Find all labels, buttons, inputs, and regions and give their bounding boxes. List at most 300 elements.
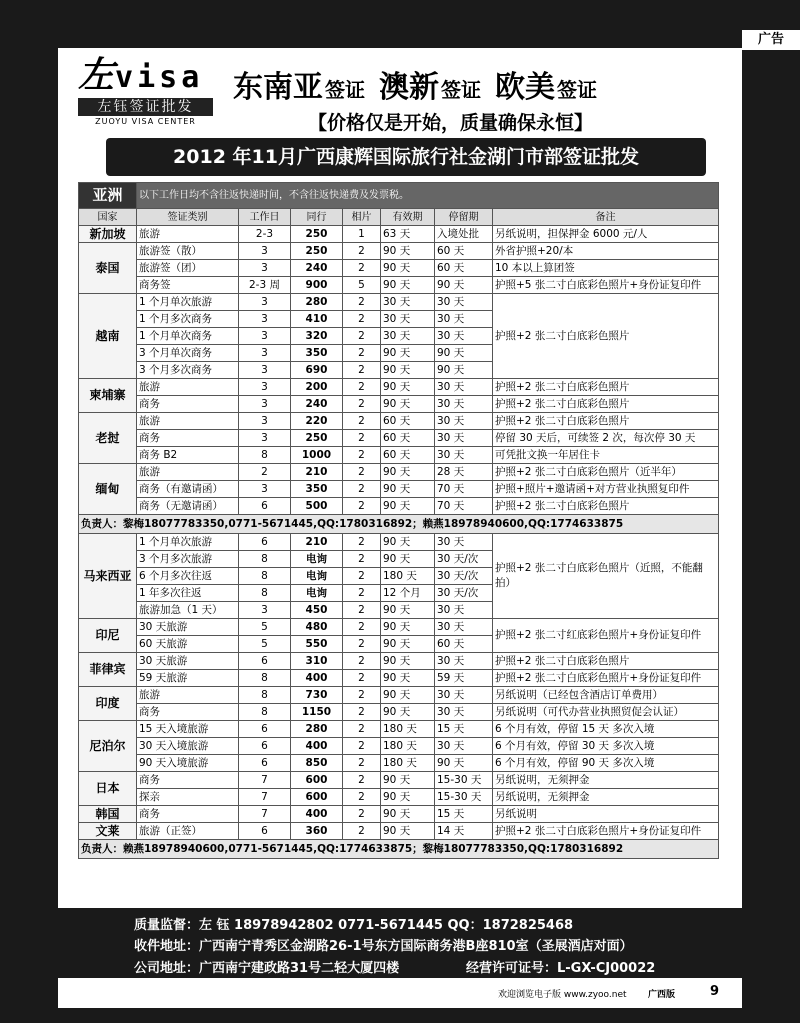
logo-cn-name: 左钰签证批发 [78,98,213,116]
table-row [79,534,719,551]
contact-row [79,515,719,534]
contact-person: 负责人：黎梅18077783350,0771-5671445,QQ:1780316892；赖燕18978940600,QQ:1774633875 [79,515,719,534]
price: 240 [291,260,343,277]
validity: 90 天 [381,379,435,396]
work-days: 3 [239,481,291,498]
table-row [79,498,719,515]
table-row [79,396,719,413]
table-row [79,464,719,481]
country-name: 越南 [79,294,137,379]
price: 电询 [291,568,343,585]
price: 730 [291,687,343,704]
visa-type: 商务（无邀请函） [137,498,239,515]
company-logo [78,55,213,128]
table-header [79,209,719,226]
region-note: 以下工作日均不含往返快递时间，不含往返快递费及发票税。 [137,183,719,209]
validity: 60 天 [381,430,435,447]
stay-period: 30 天 [435,328,493,345]
price: 400 [291,806,343,823]
price: 410 [291,311,343,328]
visa-type: 3 个月多次旅游 [137,551,239,568]
validity: 90 天 [381,772,435,789]
photo-count: 2 [343,396,381,413]
work-days: 3 [239,430,291,447]
photo-count: 2 [343,755,381,772]
receive-address: 收件地址：广西南宁青秀区金湖路26-1号东方国际商务港B座810室（圣展酒店对面） [134,939,633,954]
remark: 护照+2 张二寸白底彩色照片（近照，不能翻拍） [493,534,719,619]
price: 850 [291,755,343,772]
visa-type: 59 天旅游 [137,670,239,687]
remark: 护照+2 张二寸白底彩色照片 [493,379,719,396]
validity: 90 天 [381,653,435,670]
country-name: 印度 [79,687,137,721]
ad-tag: 广告 [742,30,800,50]
stay-period: 30 天/次 [435,568,493,585]
price: 690 [291,362,343,379]
visa-type: 商务 B2 [137,447,239,464]
stay-period: 90 天 [435,277,493,294]
validity: 12 个月 [381,585,435,602]
remark: 另纸说明（已经包含酒店订单费用） [493,687,719,704]
photo-count: 2 [343,687,381,704]
stay-period: 30 天 [435,653,493,670]
work-days: 8 [239,670,291,687]
stay-period: 60 天 [435,260,493,277]
validity: 63 天 [381,226,435,243]
photo-count: 2 [343,311,381,328]
work-days: 3 [239,379,291,396]
remark: 护照+2 张二寸白底彩色照片 [493,294,719,379]
validity: 90 天 [381,636,435,653]
validity: 30 天 [381,294,435,311]
price: 360 [291,823,343,840]
work-days: 6 [239,534,291,551]
table-row [79,687,719,704]
visa-price-table [78,182,719,859]
contact-row [79,840,719,859]
table-row [79,260,719,277]
price: 220 [291,413,343,430]
slogan-suffix-1: 签证 [325,78,365,102]
validity: 90 天 [381,823,435,840]
slogan-region-3: 欧美 [495,70,555,105]
validity: 90 天 [381,534,435,551]
visa-type: 旅游签（散） [137,243,239,260]
stay-period: 59 天 [435,670,493,687]
work-days: 6 [239,823,291,840]
price: 210 [291,464,343,481]
photo-count: 2 [343,636,381,653]
slogan [233,62,611,106]
photo-count: 2 [343,328,381,345]
validity: 90 天 [381,670,435,687]
remark: 护照+2 张二寸白底彩色照片+身份证复印件 [493,670,719,687]
price: 400 [291,738,343,755]
visa-type: 商务签 [137,277,239,294]
stay-period: 90 天 [435,362,493,379]
remark: 护照+2 张二寸白底彩色照片（近半年） [493,464,719,481]
logo-char: 左 [78,55,116,96]
work-days: 8 [239,585,291,602]
work-days: 3 [239,362,291,379]
validity: 180 天 [381,738,435,755]
validity: 180 天 [381,721,435,738]
work-days: 3 [239,413,291,430]
price: 280 [291,294,343,311]
region-name: 亚洲 [79,183,137,209]
visa-type: 旅游 [137,413,239,430]
stay-period: 30 天 [435,534,493,551]
work-days: 8 [239,704,291,721]
work-days: 8 [239,687,291,704]
photo-count: 2 [343,772,381,789]
work-days: 2 [239,464,291,481]
stay-period: 14 天 [435,823,493,840]
price: 350 [291,481,343,498]
photo-count: 2 [343,243,381,260]
remark: 护照+2 张二寸白底彩色照片 [493,498,719,515]
stay-period: 15-30 天 [435,772,493,789]
stay-period: 30 天 [435,413,493,430]
country-name: 新加坡 [79,226,137,243]
price: 500 [291,498,343,515]
work-days: 7 [239,772,291,789]
table-row [79,619,719,636]
logo-visa: visa [115,60,204,95]
country-name: 菲律宾 [79,653,137,687]
visa-type: 商务 [137,430,239,447]
visa-type: 1 年多次往返 [137,585,239,602]
price: 350 [291,345,343,362]
visa-type: 90 天入境旅游 [137,755,239,772]
price: 210 [291,534,343,551]
column-header: 相片 [343,209,381,226]
logo-en-name: ZUOYU VISA CENTER [95,117,196,126]
work-days: 3 [239,243,291,260]
stay-period: 90 天 [435,345,493,362]
visa-type: 旅游加急（1 天） [137,602,239,619]
visa-type: 商务 [137,772,239,789]
visa-type: 1 个月单次旅游 [137,534,239,551]
price-slogan: 【价格仅是开始，质量确保永恒】 [308,112,594,134]
validity: 90 天 [381,551,435,568]
photo-count: 2 [343,413,381,430]
work-days: 3 [239,396,291,413]
remark: 护照+照片+邀请函+对方营业执照复印件 [493,481,719,498]
price: 480 [291,619,343,636]
work-days: 3 [239,260,291,277]
price: 电询 [291,585,343,602]
stay-period: 30 天 [435,704,493,721]
contact-person: 负责人：赖燕18978940600,0771-5671445,QQ:1774633875；黎梅18077783350,QQ:1780316892 [79,840,719,859]
price: 320 [291,328,343,345]
stay-period: 15-30 天 [435,789,493,806]
remark: 6 个月有效，停留 90 天 多次入境 [493,755,719,772]
table-row [79,755,719,772]
stay-period: 30 天 [435,311,493,328]
work-days: 7 [239,789,291,806]
price: 电询 [291,551,343,568]
column-header: 备注 [493,209,719,226]
validity: 90 天 [381,345,435,362]
remark: 可凭批文换一年居住卡 [493,447,719,464]
stay-period: 30 天 [435,294,493,311]
photo-count: 2 [343,362,381,379]
validity: 60 天 [381,413,435,430]
stay-period: 30 天 [435,687,493,704]
slogan-suffix-3: 签证 [557,78,597,102]
table-row [79,670,719,687]
table-row [79,277,719,294]
remark: 6 个月有效，停留 30 天 多次入境 [493,738,719,755]
visa-type: 30 天入境旅游 [137,738,239,755]
visa-type: 3 个月多次商务 [137,362,239,379]
price: 200 [291,379,343,396]
visa-type: 1 个月单次商务 [137,328,239,345]
slogan-suffix-2: 签证 [441,78,481,102]
table-row [79,738,719,755]
remark: 外省护照+20/本 [493,243,719,260]
photo-count: 2 [343,806,381,823]
photo-count: 2 [343,585,381,602]
photo-count: 2 [343,704,381,721]
country-name: 韩国 [79,806,137,823]
remark: 另纸说明，无须押金 [493,772,719,789]
validity: 90 天 [381,789,435,806]
photo-count: 2 [343,260,381,277]
validity: 90 天 [381,277,435,294]
column-header: 有效期 [381,209,435,226]
country-name: 柬埔寨 [79,379,137,413]
remark: 10 本以上算团签 [493,260,719,277]
remark: 另纸说明，担保押金 6000 元/人 [493,226,719,243]
visa-type: 15 天入境旅游 [137,721,239,738]
photo-count: 2 [343,738,381,755]
work-days: 5 [239,636,291,653]
stay-period: 30 天 [435,379,493,396]
price: 400 [291,670,343,687]
page-title-banner: 2012 年11月广西康辉国际旅行社金湖门市部签证批发 [106,138,706,176]
validity: 30 天 [381,328,435,345]
slogan-region-2: 澳新 [379,70,439,105]
validity: 180 天 [381,755,435,772]
photo-count: 2 [343,653,381,670]
price: 900 [291,277,343,294]
remark: 护照+2 张二寸白底彩色照片 [493,413,719,430]
table-row [79,447,719,464]
visa-type: 旅游 [137,464,239,481]
work-days: 3 [239,345,291,362]
work-days: 5 [239,619,291,636]
visa-type: 旅游（正签） [137,823,239,840]
price: 240 [291,396,343,413]
table-row [79,806,719,823]
price: 600 [291,789,343,806]
table-row [79,226,719,243]
remark: 停留 30 天后，可续签 2 次，每次停 30 天 [493,430,719,447]
price: 280 [291,721,343,738]
price: 600 [291,772,343,789]
country-name: 泰国 [79,243,137,294]
visa-type: 商务 [137,806,239,823]
work-days: 8 [239,447,291,464]
stay-period: 30 天/次 [435,551,493,568]
validity: 60 天 [381,447,435,464]
stay-period: 30 天 [435,738,493,755]
price: 310 [291,653,343,670]
price: 250 [291,226,343,243]
remark: 护照+2 张二寸白底彩色照片+身份证复印件 [493,823,719,840]
stay-period: 60 天 [435,636,493,653]
footer [58,908,742,978]
remark: 护照+2 张二寸白底彩色照片 [493,396,719,413]
remark: 另纸说明，无须押金 [493,789,719,806]
photo-count: 2 [343,345,381,362]
stay-period: 28 天 [435,464,493,481]
region-row [79,183,719,209]
remark: 护照+2 张二寸红底彩色照片+身份证复印件 [493,619,719,653]
stay-period: 70 天 [435,498,493,515]
visa-type: 30 天旅游 [137,619,239,636]
stay-period: 70 天 [435,481,493,498]
photo-count: 2 [343,568,381,585]
visa-type: 探亲 [137,789,239,806]
table-row [79,413,719,430]
edition-label: 广西版 [648,990,676,1000]
stay-period: 30 天 [435,602,493,619]
stay-period: 15 天 [435,721,493,738]
work-days: 3 [239,294,291,311]
photo-count: 2 [343,602,381,619]
table-row [79,704,719,721]
validity: 90 天 [381,243,435,260]
remark: 另纸说明（可代办营业执照贸促会认证） [493,704,719,721]
remark: 护照+5 张二寸白底彩色照片+身份证复印件 [493,277,719,294]
photo-count: 2 [343,789,381,806]
price: 250 [291,243,343,260]
bottom-bar [58,978,742,1008]
validity: 90 天 [381,498,435,515]
visa-type: 30 天旅游 [137,653,239,670]
page-number: 9 [710,984,720,999]
remark: 护照+2 张二寸白底彩色照片 [493,653,719,670]
validity: 90 天 [381,362,435,379]
ad-page [58,48,742,908]
validity: 90 天 [381,396,435,413]
work-days: 6 [239,721,291,738]
work-days: 6 [239,498,291,515]
validity: 90 天 [381,260,435,277]
work-days: 7 [239,806,291,823]
stay-period: 15 天 [435,806,493,823]
work-days: 6 [239,653,291,670]
visa-type: 6 个月多次往返 [137,568,239,585]
table-row [79,379,719,396]
validity: 90 天 [381,806,435,823]
photo-count: 2 [343,721,381,738]
remark: 另纸说明 [493,806,719,823]
work-days: 6 [239,738,291,755]
price: 550 [291,636,343,653]
work-days: 3 [239,602,291,619]
country-name: 文莱 [79,823,137,840]
visa-type: 旅游 [137,687,239,704]
photo-count: 2 [343,464,381,481]
country-name: 日本 [79,772,137,806]
visa-type: 1 个月单次旅游 [137,294,239,311]
stay-period: 30 天 [435,619,493,636]
work-days: 3 [239,328,291,345]
visa-type: 商务 [137,396,239,413]
stay-period: 入境处批 [435,226,493,243]
table-row [79,823,719,840]
column-header: 停留期 [435,209,493,226]
stay-period: 30 天 [435,430,493,447]
stay-period: 90 天 [435,755,493,772]
remark: 6 个月有效，停留 15 天 多次入境 [493,721,719,738]
stay-period: 60 天 [435,243,493,260]
photo-count: 2 [343,379,381,396]
validity: 30 天 [381,311,435,328]
license-number: 经营许可证号：L-GX-CJ00022 [466,961,656,976]
price: 1000 [291,447,343,464]
column-header: 国家 [79,209,137,226]
price: 450 [291,602,343,619]
company-address: 公司地址：广西南宁建政路31号二轻大厦四楼 [134,961,400,976]
validity: 180 天 [381,568,435,585]
visa-type: 1 个月多次商务 [137,311,239,328]
column-header: 工作日 [239,209,291,226]
validity: 90 天 [381,687,435,704]
visa-type: 商务 [137,704,239,721]
price: 250 [291,430,343,447]
validity: 90 天 [381,481,435,498]
table-row [79,789,719,806]
table-row [79,294,719,311]
photo-count: 5 [343,277,381,294]
visa-type: 商务（有邀请函） [137,481,239,498]
photo-count: 2 [343,481,381,498]
website-note: 欢迎浏览电子版 www.zyoo.net [498,990,627,1000]
visa-type: 旅游 [137,226,239,243]
stay-period: 30 天 [435,396,493,413]
country-name: 马来西亚 [79,534,137,619]
stay-period: 30 天 [435,447,493,464]
validity: 90 天 [381,602,435,619]
photo-count: 2 [343,619,381,636]
visa-type: 3 个月单次商务 [137,345,239,362]
quality-supervision: 质量监督：左 钰 18978942802 0771-5671445 QQ：1872825468 [134,918,574,933]
work-days: 8 [239,551,291,568]
country-name: 印尼 [79,619,137,653]
column-header: 签证类别 [137,209,239,226]
stay-period: 30 天/次 [435,585,493,602]
validity: 90 天 [381,704,435,721]
photo-count: 2 [343,534,381,551]
country-name: 老挝 [79,413,137,464]
slogan-region-1: 东南亚 [233,70,323,105]
photo-count: 1 [343,226,381,243]
table-row [79,481,719,498]
visa-type: 旅游签（团） [137,260,239,277]
photo-count: 2 [343,551,381,568]
validity: 90 天 [381,619,435,636]
visa-type: 60 天旅游 [137,636,239,653]
work-days: 3 [239,311,291,328]
photo-count: 2 [343,430,381,447]
country-name: 缅甸 [79,464,137,515]
work-days: 2-3 周 [239,277,291,294]
